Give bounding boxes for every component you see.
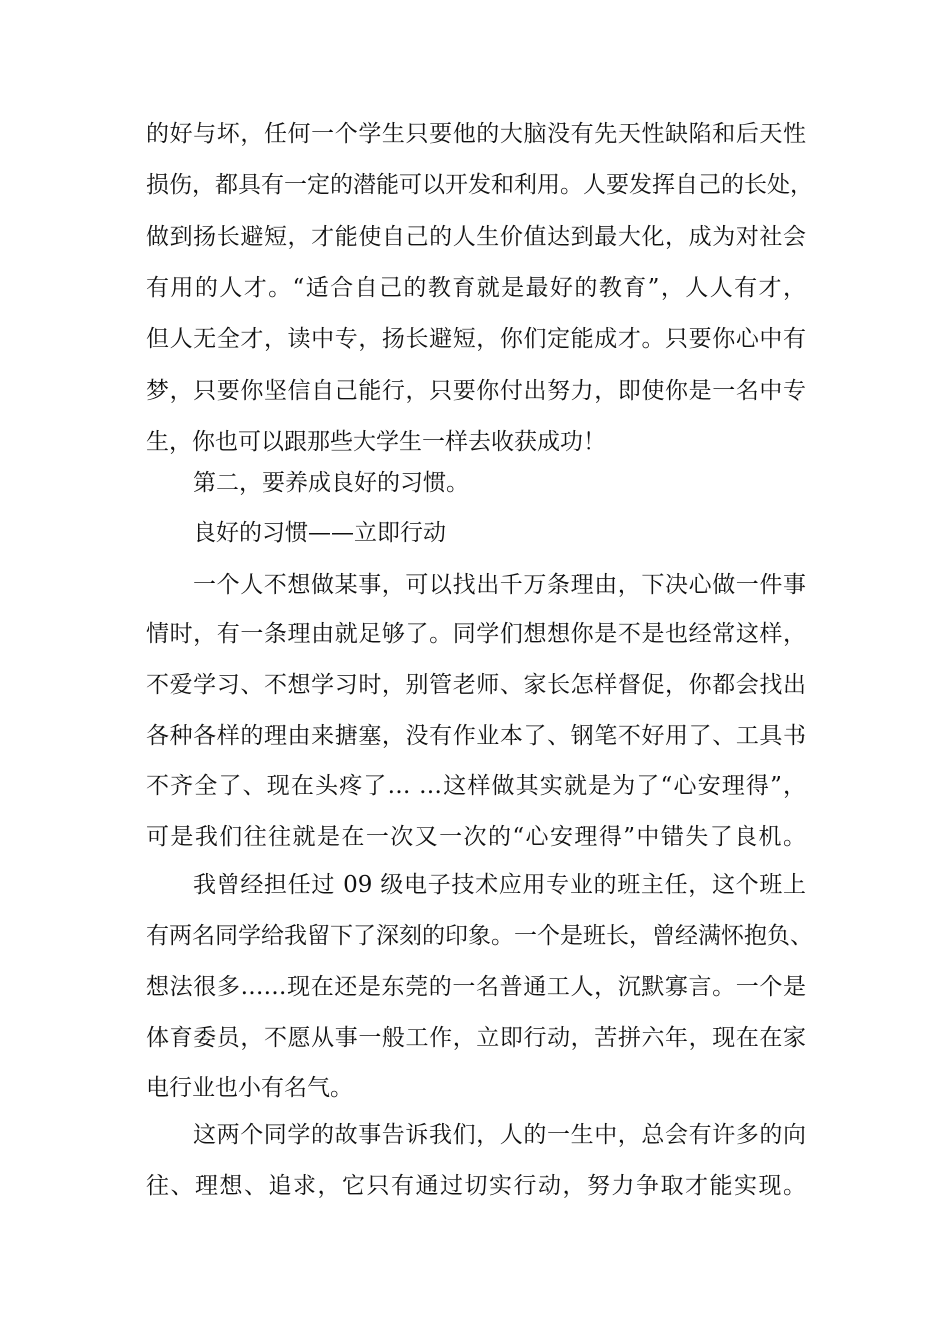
paragraph-line: 情时，有一条理由就足够了。同学们想想你是不是也经常这样，	[146, 621, 806, 647]
paragraph-line: 电行业也小有名气。	[146, 1075, 353, 1101]
paragraph-line: 不爱学习、不想学习时，别管老师、家长怎样督促，你都会找出	[146, 672, 806, 698]
paragraph-line: 生，你也可以跟那些大学生一样去收获成功！	[146, 429, 606, 455]
paragraph-line: 可是我们往往就是在一次又一次的“心安理得”中错失了良机。	[146, 824, 806, 850]
paragraph-line: 往、理想、追求，它只有通过切实行动，努力争取才能实现。	[146, 1173, 806, 1199]
paragraph-line: 的好与坏，任何一个学生只要他的大脑没有先天性缺陷和后天性	[146, 121, 806, 147]
paragraph-line: 做到扬长避短，才能使自己的人生价值达到最大化，成为对社会	[146, 224, 806, 250]
paragraph-line: 有两名同学给我留下了深刻的印象。一个是班长，曾经满怀抱负、	[146, 923, 813, 949]
paragraph-line: 梦，只要你坚信自己能行，只要你付出努力，即使你是一名中专	[146, 378, 806, 404]
paragraph-line: 我曾经担任过 09 级电子技术应用专业的班主任，这个班上	[193, 872, 806, 898]
paragraph-line: 体育委员，不愿从事一般工作，立即行动，苦拼六年，现在在家	[146, 1025, 806, 1051]
paragraph-line: 损伤，都具有一定的潜能可以开发和利用。人要发挥自己的长处，	[146, 172, 813, 198]
paragraph-line: 各种各样的理由来搪塞，没有作业本了、钢笔不好用了、工具书	[146, 723, 806, 749]
paragraph-line: 有用的人才。“适合自己的教育就是最好的教育”，人人有才，	[146, 275, 806, 301]
paragraph-line: 不齐全了、现在头疼了… …这样做其实就是为了“心安理得”，	[146, 773, 806, 799]
paragraph-line: 这两个同学的故事告诉我们，人的一生中，总会有许多的向	[193, 1122, 806, 1148]
section-heading: 第二，要养成良好的习惯。	[193, 470, 469, 496]
paragraph-line: 想法很多……现在还是东莞的一名普通工人，沉默寡言。一个是	[146, 974, 806, 1000]
paragraph-line: 但人无全才，读中专，扬长避短，你们定能成才。只要你心中有	[146, 326, 806, 352]
paragraph-line: 一个人不想做某事，可以找出千万条理由，下决心做一件事	[193, 572, 806, 598]
subsection-heading: 良好的习惯——立即行动	[193, 520, 446, 546]
